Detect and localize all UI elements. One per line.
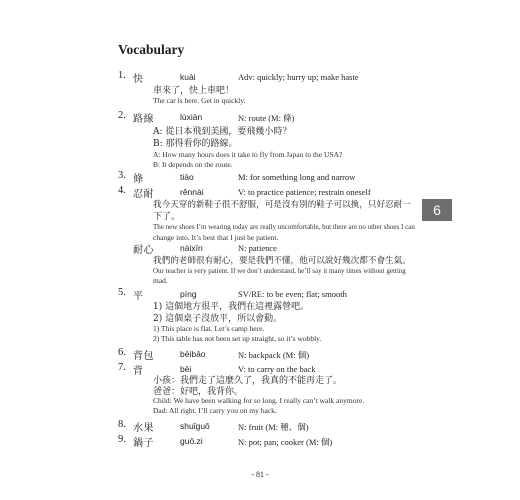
entry-pinyin: tiáo <box>180 172 194 182</box>
entry-hanzi: 條 <box>133 174 144 185</box>
entry-pinyin: bēibāo <box>180 349 206 359</box>
entry-number: 8. <box>118 419 126 430</box>
example-chinese: 我們的老師很有耐心，要是我們不懂，他可以說好幾次都不會生氣。 <box>153 256 411 266</box>
example-english: The new shoes I’m wearing today are really uncomfortable, but there are no other shoes I can <box>153 223 415 231</box>
entry-hanzi: 忍耐 <box>133 189 154 200</box>
entry-hanzi: 鍋子 <box>133 438 154 449</box>
entry-definition: Adv: quickly; hurry up; make haste <box>238 72 359 82</box>
entry-hanzi: 平 <box>133 291 144 302</box>
example-chinese: 爸爸：好吧，我背你。 <box>153 387 244 397</box>
entry-pinyin: shuǐguǒ <box>180 421 210 431</box>
entry-pinyin: rěnnài <box>180 187 204 197</box>
entry-number: 2. <box>118 110 126 121</box>
example-chinese: 2) 這個桌子沒放平，所以會動。 <box>153 314 283 324</box>
entry-definition: M: for something long and narrow <box>238 172 356 182</box>
entry-pinyin: kuài <box>180 72 196 82</box>
entry-hanzi: 路線 <box>133 114 154 125</box>
entry-pinyin: guō.zi <box>180 436 203 446</box>
page-number: - 81 - <box>251 470 269 479</box>
entry-hanzi: 背包 <box>133 351 154 362</box>
example-english: The car is here. Get in quickly. <box>153 96 246 105</box>
example-english: Our teacher is very patient. If we don’t understand, he’ll say it many times without getting <box>153 267 406 275</box>
entry-number: 7. <box>118 362 126 373</box>
example-chinese: 下了。 <box>153 212 181 222</box>
entry-definition: N: route (M: 條) <box>238 113 295 123</box>
entry-pinyin: nàixīn <box>180 243 203 253</box>
example-english: 2) This table has not been set up straight, so it’s wobbly. <box>153 334 322 343</box>
entry-pinyin: píng <box>180 289 197 299</box>
example-chinese: 我今天穿的新鞋子很不舒服，可是沒有別的鞋子可以換，只好忍耐一 <box>153 200 411 210</box>
entry-number: 5. <box>118 287 126 298</box>
example-english: 1) This place is flat. Let’s camp here. <box>153 324 265 333</box>
chapter-tab: 6 <box>422 199 452 221</box>
example-english: Dad: All right. I’ll carry you on my back. <box>153 406 277 415</box>
entry-hanzi: 快 <box>133 74 144 85</box>
entry-definition: N: backpack (M: 個) <box>238 350 310 360</box>
page-title: Vocabulary <box>118 42 185 57</box>
entry-number: 3. <box>118 170 126 181</box>
entry-hanzi: 耐心 <box>133 245 154 256</box>
example-english: mad. <box>153 276 168 285</box>
entry-definition: V: to carry on the back <box>238 364 316 374</box>
example-chinese: B: 那得看你的路線。 <box>153 139 238 149</box>
example-chinese: 1) 這個地方很平，我們在這裡露營吧。 <box>153 302 310 312</box>
entry-number: 4. <box>118 185 126 196</box>
entry-pinyin: bēi <box>180 364 192 374</box>
entry-hanzi: 水果 <box>133 423 154 434</box>
example-english: change into. It’s best that I just be patient. <box>153 233 279 242</box>
entry-number: 9. <box>118 434 126 445</box>
example-chinese: A: 從日本飛到美國，要飛幾小時？ <box>153 127 292 137</box>
entry-number: 1. <box>118 70 126 81</box>
example-chinese: 小孩：我們走了這麼久了，我真的不能再走了。 <box>153 376 343 386</box>
entry-definition: N: patience <box>238 243 277 253</box>
example-english: A: How many hours does it take to fly from Japan to the USA? <box>153 150 343 159</box>
entry-definition: SV/RE: to be even; flat; smooth <box>238 289 347 299</box>
entry-definition: V: to practice patience; restrain oneself <box>238 187 371 197</box>
entry-definition: N: pot; pan; cooker (M: 個) <box>238 437 333 447</box>
example-chinese: 車來了，快上車吧！ <box>153 86 235 96</box>
entry-definition: N: fruit (M: 種、個) <box>238 422 309 432</box>
example-english: Child: We have been walking for so long. I really can’t walk anymore. <box>153 396 365 405</box>
entry-hanzi: 背 <box>133 366 144 377</box>
entry-pinyin: lùxiàn <box>180 112 203 122</box>
entry-number: 6. <box>118 347 126 358</box>
example-english: B: It depends on the route. <box>153 160 233 169</box>
